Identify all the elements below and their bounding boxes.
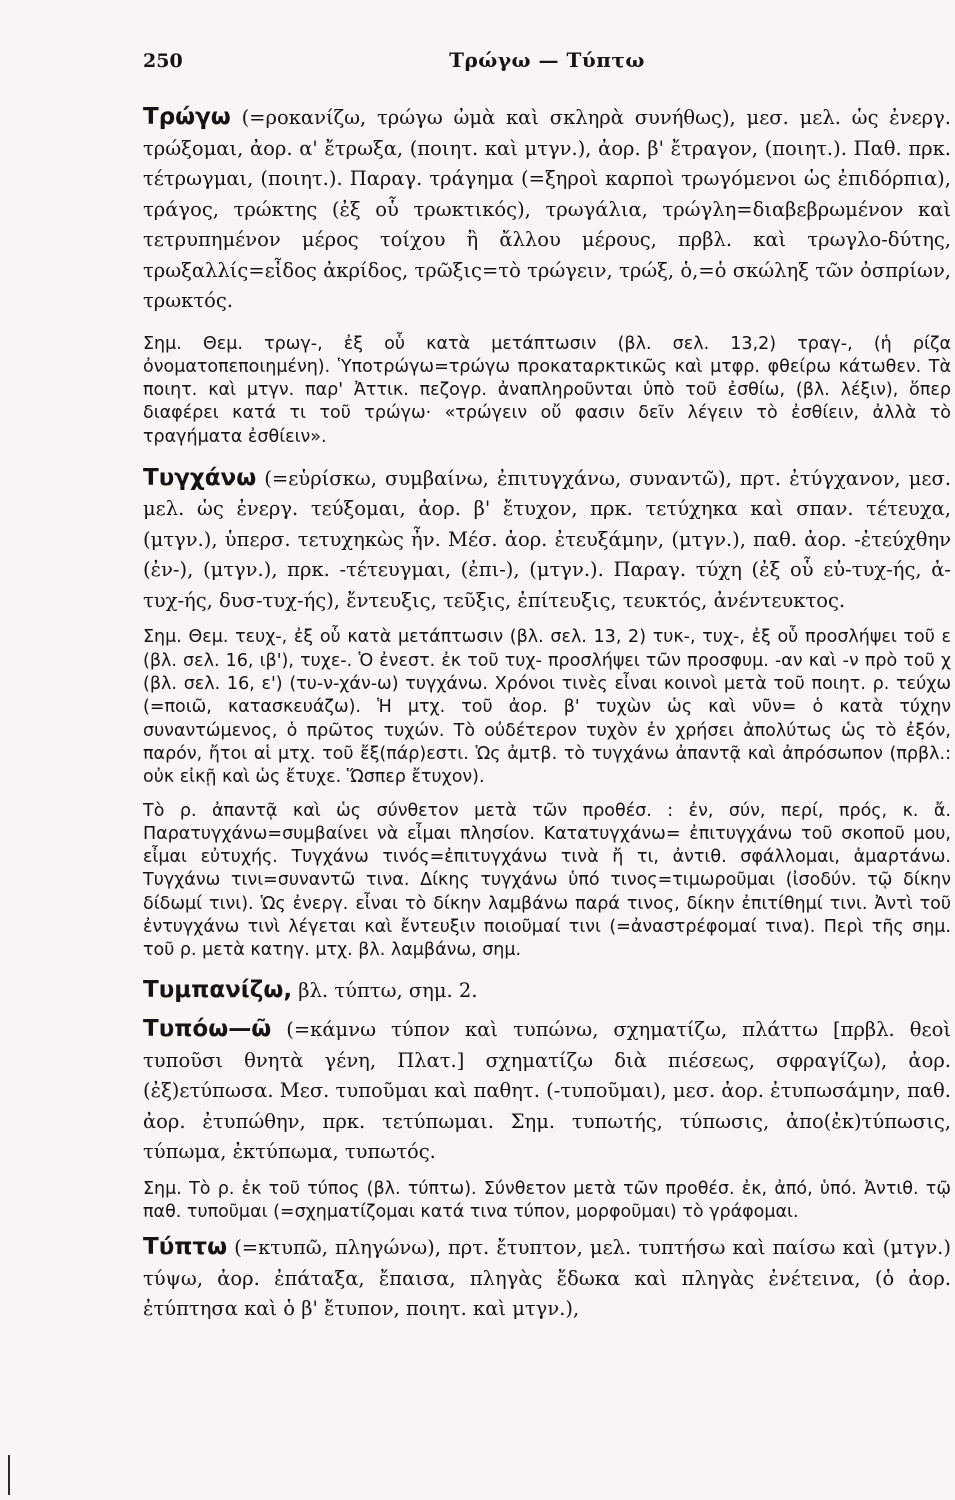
headword: Τυγχάνω (143, 464, 257, 491)
entry-typoo (143, 1014, 951, 1168)
headword: Τυπόω—ῶ (143, 1016, 272, 1043)
entry-text: (=εὑρίσκω, συμβαίνω, ἐπιτυγχάνω, συναντῶ), πρτ. ἐτύγχανον, μεσ. μελ. ὡς ἐνεργ. τεύξομαι, ἀορ. β' ἔτυχον, πρκ. τετύχηκα καὶ σπαν. τέτευχα, (μτγν.), ὑπερσ. τετυχηκὼς ἦν. Μέσ. ἀορ. ἐτευξάμην, (μτγν.), παθ. ἀορ. -ἐτεύχθην (ἐν-), (μτγν.), πρκ. -τέτευγμαι, (ἐπι-), (μτγν.). Παραγ. τύχη (ἐξ οὗ εὐ-τυχ-ής, ἀ-τυχ-ής, δυσ-τυχ-ής), ἔντευξις, τεῦξις, ἐπίτευξις, τευκτός, ἀνέντευκτος. (143, 466, 952, 612)
headword: Τύπτω (143, 1234, 228, 1261)
entry-tygchano (143, 463, 951, 617)
entry-tympanizo (143, 975, 951, 1007)
note-tygchano-2: Τὸ ρ. ἀπαντᾷ καὶ ὡς σύνθετον μετὰ τῶν προθέσ. : ἐν, σύν, περί, πρός, κ. ἄ. Παρατυγχάνω=συμβαίνει νὰ εἶμαι πλησίον. Κατατυγχάνω= ἐπιτυγχάνω τοῦ σκοποῦ μου, εἶμαι εὐτυχής. Τυγχάνω τινός=ἐπιτυγχάνω τινὰ ἤ τι, ἀντιθ. σφάλλομαι, ἁμαρτάνω. Τυγχάνω τινι=συναντῶ τινα. Δίκης τυγχάνω ὑπό τινος=τιμωροῦμαι (ἰσοδύν. τῷ δίκην δίδωμί τινι). Ὡς ἐνεργ. εἶναι τὸ δίκην λαμβάνω παρά τινος, δίκην ἐπιτίθημί τινι. Ἀντὶ τοῦ ἐντυγχάνω τινὶ λέγεται καὶ ἔντευξιν ποιοῦμαί τινι (=ἀναστρέφομαί τινα). Περὶ τῆς σημ. τοῦ ρ. μετὰ κατηγ. μτχ. βλ. λαμβάνω, σημ. (143, 800, 951, 961)
entry-trogo (143, 102, 951, 317)
entry-text: (=κάμνω τύπον καὶ τυπώνω, σχηματίζω, πλάττω [πρβλ. θεοὶ τυποῦσι θνητὰ γένη, Πλατ.] σχηματίζω διὰ πιέσεως, σφραγίζω), ἀορ. (ἐξ)ετύπωσα. Μεσ. τυποῦμαι καὶ παθητ. (-τυποῦμαι), μεσ. ἀορ. ἐτυπωσάμην, παθ. ἀορ. ἐτυπώθην, πρκ. τετύπωμαι. Σημ. τυπωτής, τύπωσις, ἀπο(ἐκ)τύπωσις, τύπωμα, ἐκτύπωμα, τυπωτός. (143, 1018, 951, 1164)
headword: Τυμπανίζω, (143, 976, 293, 1003)
note-trogo: Σημ. Θεμ. τρωγ-, ἐξ οὗ κατὰ μετάπτωσιν (βλ. σελ. 13,2) τραγ-, (ἡ ρίζα ὀνοματοπεποιημένη). Ὑποτρώγω=τρώγω προκαταρκτικῶς καὶ μτφρ. φθείρω κάτωθεν. Τὰ ποιητ. καὶ μτγν. παρ' Ἀττικ. πεζογρ. ἀναπληροῦνται ὑπὸ τοῦ ἐσθίω, (βλ. λέξιν), ὅπερ διαφέρει κατά τι τοῦ τρώγω· «τρώγειν οὔ φασιν δεῖν λέγειν τὸ ἐσθίειν, ἀλλὰ τὸ τραγήματα ἐσθίειν». (143, 333, 951, 447)
entry-typto (143, 1232, 951, 1325)
running-header (143, 44, 951, 80)
running-title: Τρώγω — Τύπτω (449, 48, 645, 72)
page-body (143, 102, 951, 1325)
note-tygchano-1: Σημ. Θεμ. τευχ-, ἐξ οὗ κατὰ μετάπτωσιν (βλ. σελ. 13, 2) τυκ-, τυχ-, ἐξ οὗ προσλήψει τοῦ ε (βλ. σελ. 16, ιβ'), τυχε-. Ὁ ἐνεστ. ἐκ τοῦ τυχ- προσλήψει τῶν προσφυμ. -αν καὶ -ν πρὸ τοῦ χ (βλ. σελ. 16, ε') (τυ-ν-χάν-ω) τυγχάνω. Χρόνοι τινὲς εἶναι κοινοὶ μετὰ τοῦ ποιητ. ρ. τεύχω (=ποιῶ, κατασκευάζω). Ἡ μτχ. τοῦ ἀορ. β' τυχὼν ὡς καὶ νῦν= ὁ κατὰ τύχην συναντώμενος, ὁ πρῶτος τυχών. Τὸ οὐδέτερον τυχὸν ἐν χρήσει ἀπολύτως ὡς τὸ ἐξόν, παρόν, ἤτοι αἱ μτχ. τοῦ ἔξ(πάρ)εστι. Ὡς ἀμτβ. τὸ τυγχάνω ἀπαντᾷ καὶ ἀπρόσωπον (πρβλ.: οὐκ εἰκῇ καὶ ὡς ἔτυχε. Ὥσπερ ἔτυχον). (143, 627, 951, 788)
note-typoo: Σημ. Τὸ ρ. ἐκ τοῦ τύπος (βλ. τύπτω). Σύνθετον μετὰ τῶν προθέσ. ἐκ, ἀπό, ὑπό. Ἀντιθ. τῷ παθ. τυποῦμαι (=σχηματίζομαι κατά τινα τύπον, μορφοῦμαι) τὸ γράφομαι. (143, 1178, 951, 1222)
entry-text: βλ. τύπτω, σημ. 2. (298, 978, 478, 1002)
page-number: 250 (143, 50, 183, 72)
scan-edge-mark (8, 1455, 10, 1495)
entry-text: (=κτυπῶ, πληγώνω), πρτ. ἔτυπτον, μελ. τυπτήσω καὶ παίσω καὶ (μτγν.) τύψω, ἀορ. ἐπάταξα, ἔπαισα, πληγὰς ἔδωκα καὶ πληγὰς ἐνέτεινα, (ὁ ἀορ. ἐτύπτησα καὶ ὁ β' ἔτυπον, ποιητ. καὶ μτγν.), (143, 1236, 951, 1321)
entry-text: (=ροκανίζω, τρώγω ὠμὰ καὶ σκληρὰ συνήθως), μεσ. μελ. ὡς ἐνεργ. τρώξομαι, ἀορ. α' ἔτρωξα, (ποιητ. καὶ μτγν.), ἀορ. β' ἔτραγον, (ποιητ.). Παθ. πρκ. τέτρωγμαι, (ποιητ.). Παραγ. τράγημα (=ξηροὶ καρποὶ τρωγόμενοι ὡς ἐπιδόρπια), τράγος, τρώκτης (ἐξ οὗ τρωκτικός), τρωγάλια, τρώγλη=διαβεβρωμένον καὶ τετρυπημένον μέρος τοίχου ἢ ἄλλου μέρους, πρβλ. καὶ τρωγλο-δύτης, τρωξαλλίς=εἶδος ἀκρίδος, τρῶξις=τὸ τρώγειν, τρώξ, ὁ,=ὁ σκώληξ τῶν ὀσπρίων, τρωκτός. (143, 106, 951, 312)
headword: Τρώγω (143, 104, 231, 130)
